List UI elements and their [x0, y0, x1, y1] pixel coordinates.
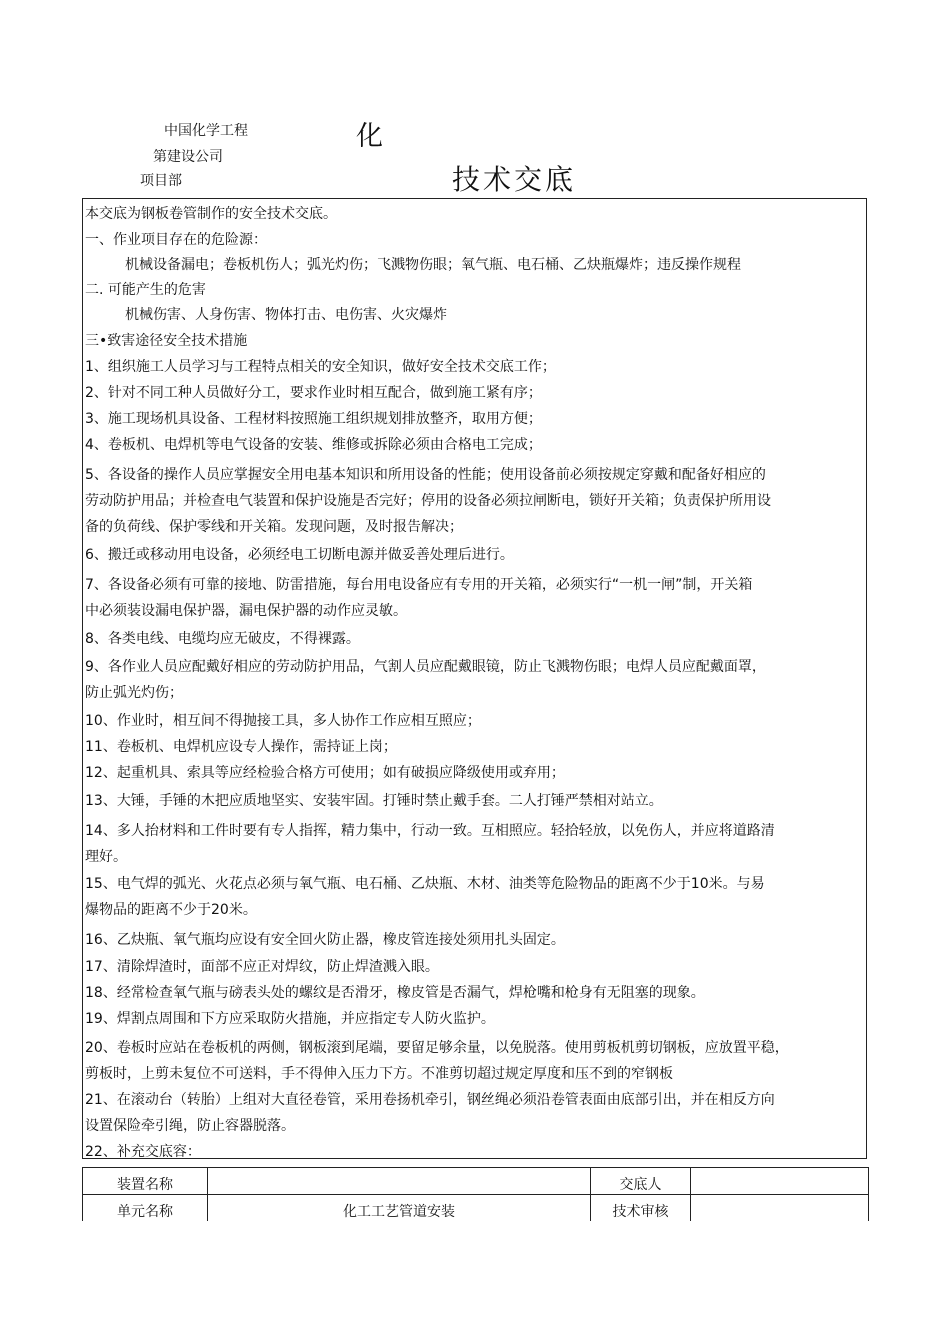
measure-item-line: 设置保险牵引绳，防止容器脱落。: [85, 1118, 295, 1134]
measure-item-line: 劳动防护用品；并检查电气装置和保护设施是否完好；停用的设备必须拉闸断电，锁好开关箱；负责保护所用设: [85, 493, 771, 509]
measure-item-line: 8、各类电线、电缆均应无破皮，不得裸露。: [85, 631, 360, 647]
measure-item: [85, 708, 864, 734]
measure-item: [85, 626, 864, 652]
section1-text: 机械设备漏电；卷板机伤人；弧光灼伤；飞溅物伤眼；氧气瓶、电石桶、乙炔瓶爆炸；违反操作规程: [125, 257, 741, 273]
measure-item: [85, 1006, 864, 1032]
section2-text: 机械伤害、人身伤害、物体打击、电伤害、火灾爆炸: [125, 307, 447, 323]
company-name-line1: 中国化学工程: [164, 123, 248, 139]
company-name-line2: 第建设公司: [153, 149, 223, 165]
measure-item: [85, 954, 864, 980]
measure-item-line: 2、针对不同工种人员做好分工，要求作业时相互配合，做到施工紧有序；: [85, 385, 542, 401]
briefer-label: 交底人: [591, 1168, 691, 1195]
section1-title: 一、作业项目存在的危险源：: [85, 232, 267, 248]
measure-item-line: 中必须装设漏电保护器，漏电保护器的动作应灵敏。: [85, 603, 407, 619]
measure-item: [85, 927, 864, 953]
measure-item: [85, 1087, 864, 1139]
intro-text: 本交底为钢板卷管制作的安全技术交底。: [85, 206, 337, 222]
measure-item-line: 7、各设备必须有可靠的接地、防雷措施，每台用电设备应有专用的开关箱，必须实行“一机一闸”制，开关箱: [85, 577, 753, 593]
section3-title: 三•致害途径安全技术措施: [85, 333, 248, 349]
measure-item: [85, 980, 864, 1006]
measure-item-line: 21、在滚动台（转胎）上组对大直径卷管，采用卷扬机牵引，钢丝绳必须沿卷管表面由底部引出，并在相反方向: [85, 1092, 775, 1108]
measure-item: [85, 462, 864, 540]
measure-item-line: 4、卷板机、电焊机等电气设备的安装、维修或拆除必须由合格电工完成；: [85, 437, 542, 453]
measure-item: [85, 818, 864, 870]
project-department: 项目部: [140, 173, 182, 189]
measure-item-line: 6、搬迁或移动用电设备，必须经电工切断电源并做妥善处理后进行。: [85, 547, 514, 563]
measure-item: [85, 406, 864, 432]
measure-item-line: 15、电气焊的弧光、火花点必须与氧气瓶、电石桶、乙炔瓶、木材、油类等危险物品的距离不少于10米。与易: [85, 876, 765, 892]
unit-name-label: 单元名称: [83, 1195, 208, 1222]
measure-item-line: 剪板时，上剪未复位不可送料，手不得伸入压力下方。不准剪切超过规定厚度和压不到的窄钢板: [85, 1066, 673, 1082]
measure-item-line: 9、各作业人员应配戴好相应的劳动防护用品，气割人员应配戴眼镜，防止飞溅物伤眼；电焊人员应配戴面罩，: [85, 659, 766, 675]
measure-item-line: 19、焊割点周围和下方应采取防火措施，并应指定专人防火监护。: [85, 1011, 495, 1027]
measure-item-line: 13、大锤，手锤的木把应质地坚实、安装牢固。打锤时禁止戴手套。二人打锤严禁相对站立。: [85, 793, 663, 809]
measure-item-line: 11、卷板机、电焊机应设专人操作，需持证上岗；: [85, 739, 397, 755]
briefer-value: [691, 1168, 869, 1195]
measure-item: [85, 380, 864, 406]
content-box: [82, 198, 867, 1159]
tech-review-value: [691, 1195, 869, 1222]
unit-name-value: 化工工艺管道安装: [208, 1195, 591, 1222]
measure-item-line: 1、组织施工人员学习与工程特点相关的安全知识，做好安全技术交底工作；: [85, 359, 556, 375]
measure-item: [85, 432, 864, 458]
measure-item: [85, 760, 864, 786]
measure-item-line: 22、补充交底容：: [85, 1144, 201, 1159]
signoff-table: [82, 1167, 869, 1221]
device-name-value: [208, 1168, 591, 1195]
measure-item-line: 17、清除焊渣时，面部不应正对焊纹，防止焊渣溅入眼。: [85, 959, 439, 975]
measure-item: [85, 871, 864, 923]
measure-item-line: 5、各设备的操作人员应掌握安全用电基本知识和所用设备的性能；使用设备前必须按规定穿戴和配备好相应的: [85, 467, 766, 483]
measure-item: [85, 572, 864, 624]
measure-item: [85, 1035, 864, 1087]
measure-item-line: 10、作业时，相互间不得抛接工具，多人协作工作应相互照应；: [85, 713, 481, 729]
measure-item-line: 12、起重机具、索具等应经检验合格方可使用；如有破损应降级使用或弃用；: [85, 765, 565, 781]
table-row: [83, 1195, 869, 1222]
measure-item: [85, 542, 864, 568]
tech-review-label: 技术审核: [591, 1195, 691, 1222]
measure-item-line: 16、乙炔瓶、氧气瓶均应设有安全回火防止器，橡皮管连接处须用扎头固定。: [85, 932, 565, 948]
measure-item-line: 3、施工现场机具设备、工程材料按照施工组织规划排放整齐，取用方便；: [85, 411, 542, 427]
measure-item-line: 理好。: [85, 849, 127, 865]
device-name-label: 装置名称: [83, 1168, 208, 1195]
table-row: [83, 1168, 869, 1195]
measure-item: [85, 354, 864, 380]
measure-item-line: 备的负荷线、保护零线和开关箱。发现问题，及时报告解决；: [85, 519, 463, 535]
measure-item-line: 18、经常检查氧气瓶与磅表头处的螺纹是否滑牙，橡皮管是否漏气，焊枪嘴和枪身有无阻塞的现象。: [85, 985, 705, 1001]
measure-item: [85, 1139, 864, 1159]
document-title: 技术交底: [452, 163, 577, 196]
header-char: 化: [356, 121, 384, 152]
section2-title: 二. 可能产生的危害: [85, 282, 206, 298]
measure-item: [85, 734, 864, 760]
measure-item-line: 防止弧光灼伤；: [85, 685, 183, 701]
measure-item: [85, 654, 864, 706]
measure-item-line: 20、卷板时应站在卷板机的两侧，钢板滚到尾端，要留足够余量，以免脱落。使用剪板机剪切钢板，应放置平稳，: [85, 1040, 789, 1056]
measure-item: [85, 788, 864, 814]
measure-item-line: 爆物品的距离不少于20米。: [85, 902, 257, 918]
measure-item-line: 14、多人抬材料和工件时要有专人指挥，精力集中，行动一致。互相照应。轻拾轻放，以免伤人，并应将道路清: [85, 823, 775, 839]
